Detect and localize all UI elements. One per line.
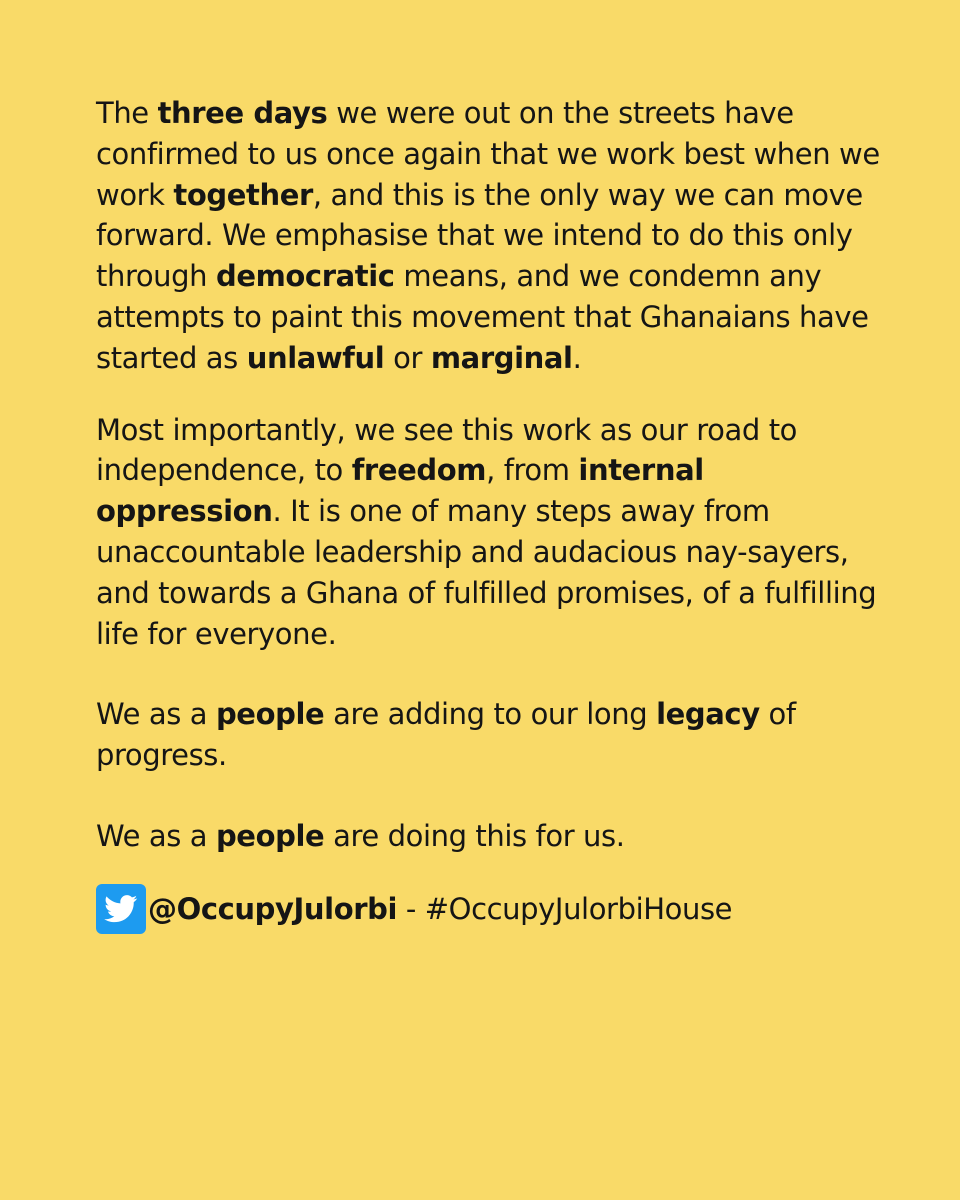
paragraph-unity xyxy=(96,93,886,379)
paragraph-text: are adding to our long xyxy=(324,697,657,732)
emphasis-marginal: marginal xyxy=(430,340,573,375)
emphasis-three-days: three days xyxy=(157,96,328,130)
paragraph-text: , from xyxy=(486,453,579,488)
paragraph-text: means, and we condemn any attempts to paint this movement that Ghanaians have started as xyxy=(96,259,869,375)
hashtag[interactable]: #OccupyJulorbiHouse xyxy=(424,892,733,926)
emphasis-legacy: legacy xyxy=(656,697,760,732)
paragraph-legacy xyxy=(96,694,886,776)
paragraph-text: or xyxy=(384,340,431,375)
paragraph-text: We as a xyxy=(96,697,216,732)
emphasis-people: people xyxy=(215,697,325,732)
emphasis-unlawful: unlawful xyxy=(246,340,385,375)
emphasis-internal-oppression: internal oppression xyxy=(96,453,704,529)
paragraph-spacer xyxy=(96,654,886,694)
social-footer xyxy=(96,884,732,934)
emphasis-people: people xyxy=(215,818,325,853)
paragraph-text: Most importantly, we see this work as our road to independence, to xyxy=(96,412,798,488)
statement-text xyxy=(96,93,886,857)
emphasis-together: together xyxy=(173,177,313,212)
paragraph-text: . xyxy=(572,340,582,375)
paragraph-text: we were out on the streets have confirmed to us once again that we work best when we work xyxy=(96,96,880,212)
emphasis-democratic: democratic xyxy=(215,259,395,294)
footer-separator: - xyxy=(397,892,425,926)
paragraph-text: The xyxy=(96,96,158,130)
paragraph-text: , and this is the only way we can move forward. We emphasise that we intend to do this only through xyxy=(96,177,863,294)
paragraph-text: . It is one of many steps away from unaccountable leadership and audacious nay-sayers, and towards a Ghana of fulfilled promises, of a fulfilling life for everyone. xyxy=(96,494,877,651)
paragraph-text: of progress. xyxy=(96,697,796,773)
paragraph-text: We as a xyxy=(96,818,216,853)
paragraph-independence xyxy=(96,410,886,655)
paragraph-text: are doing this for us. xyxy=(324,818,625,853)
twitter-bird-icon xyxy=(96,884,146,934)
paragraph-spacer xyxy=(96,379,886,410)
twitter-handle[interactable]: @OccupyJulorbi xyxy=(148,892,398,926)
paragraph-spacer xyxy=(96,776,886,816)
emphasis-freedom: freedom xyxy=(351,453,487,488)
paragraph-for-us xyxy=(96,816,886,857)
